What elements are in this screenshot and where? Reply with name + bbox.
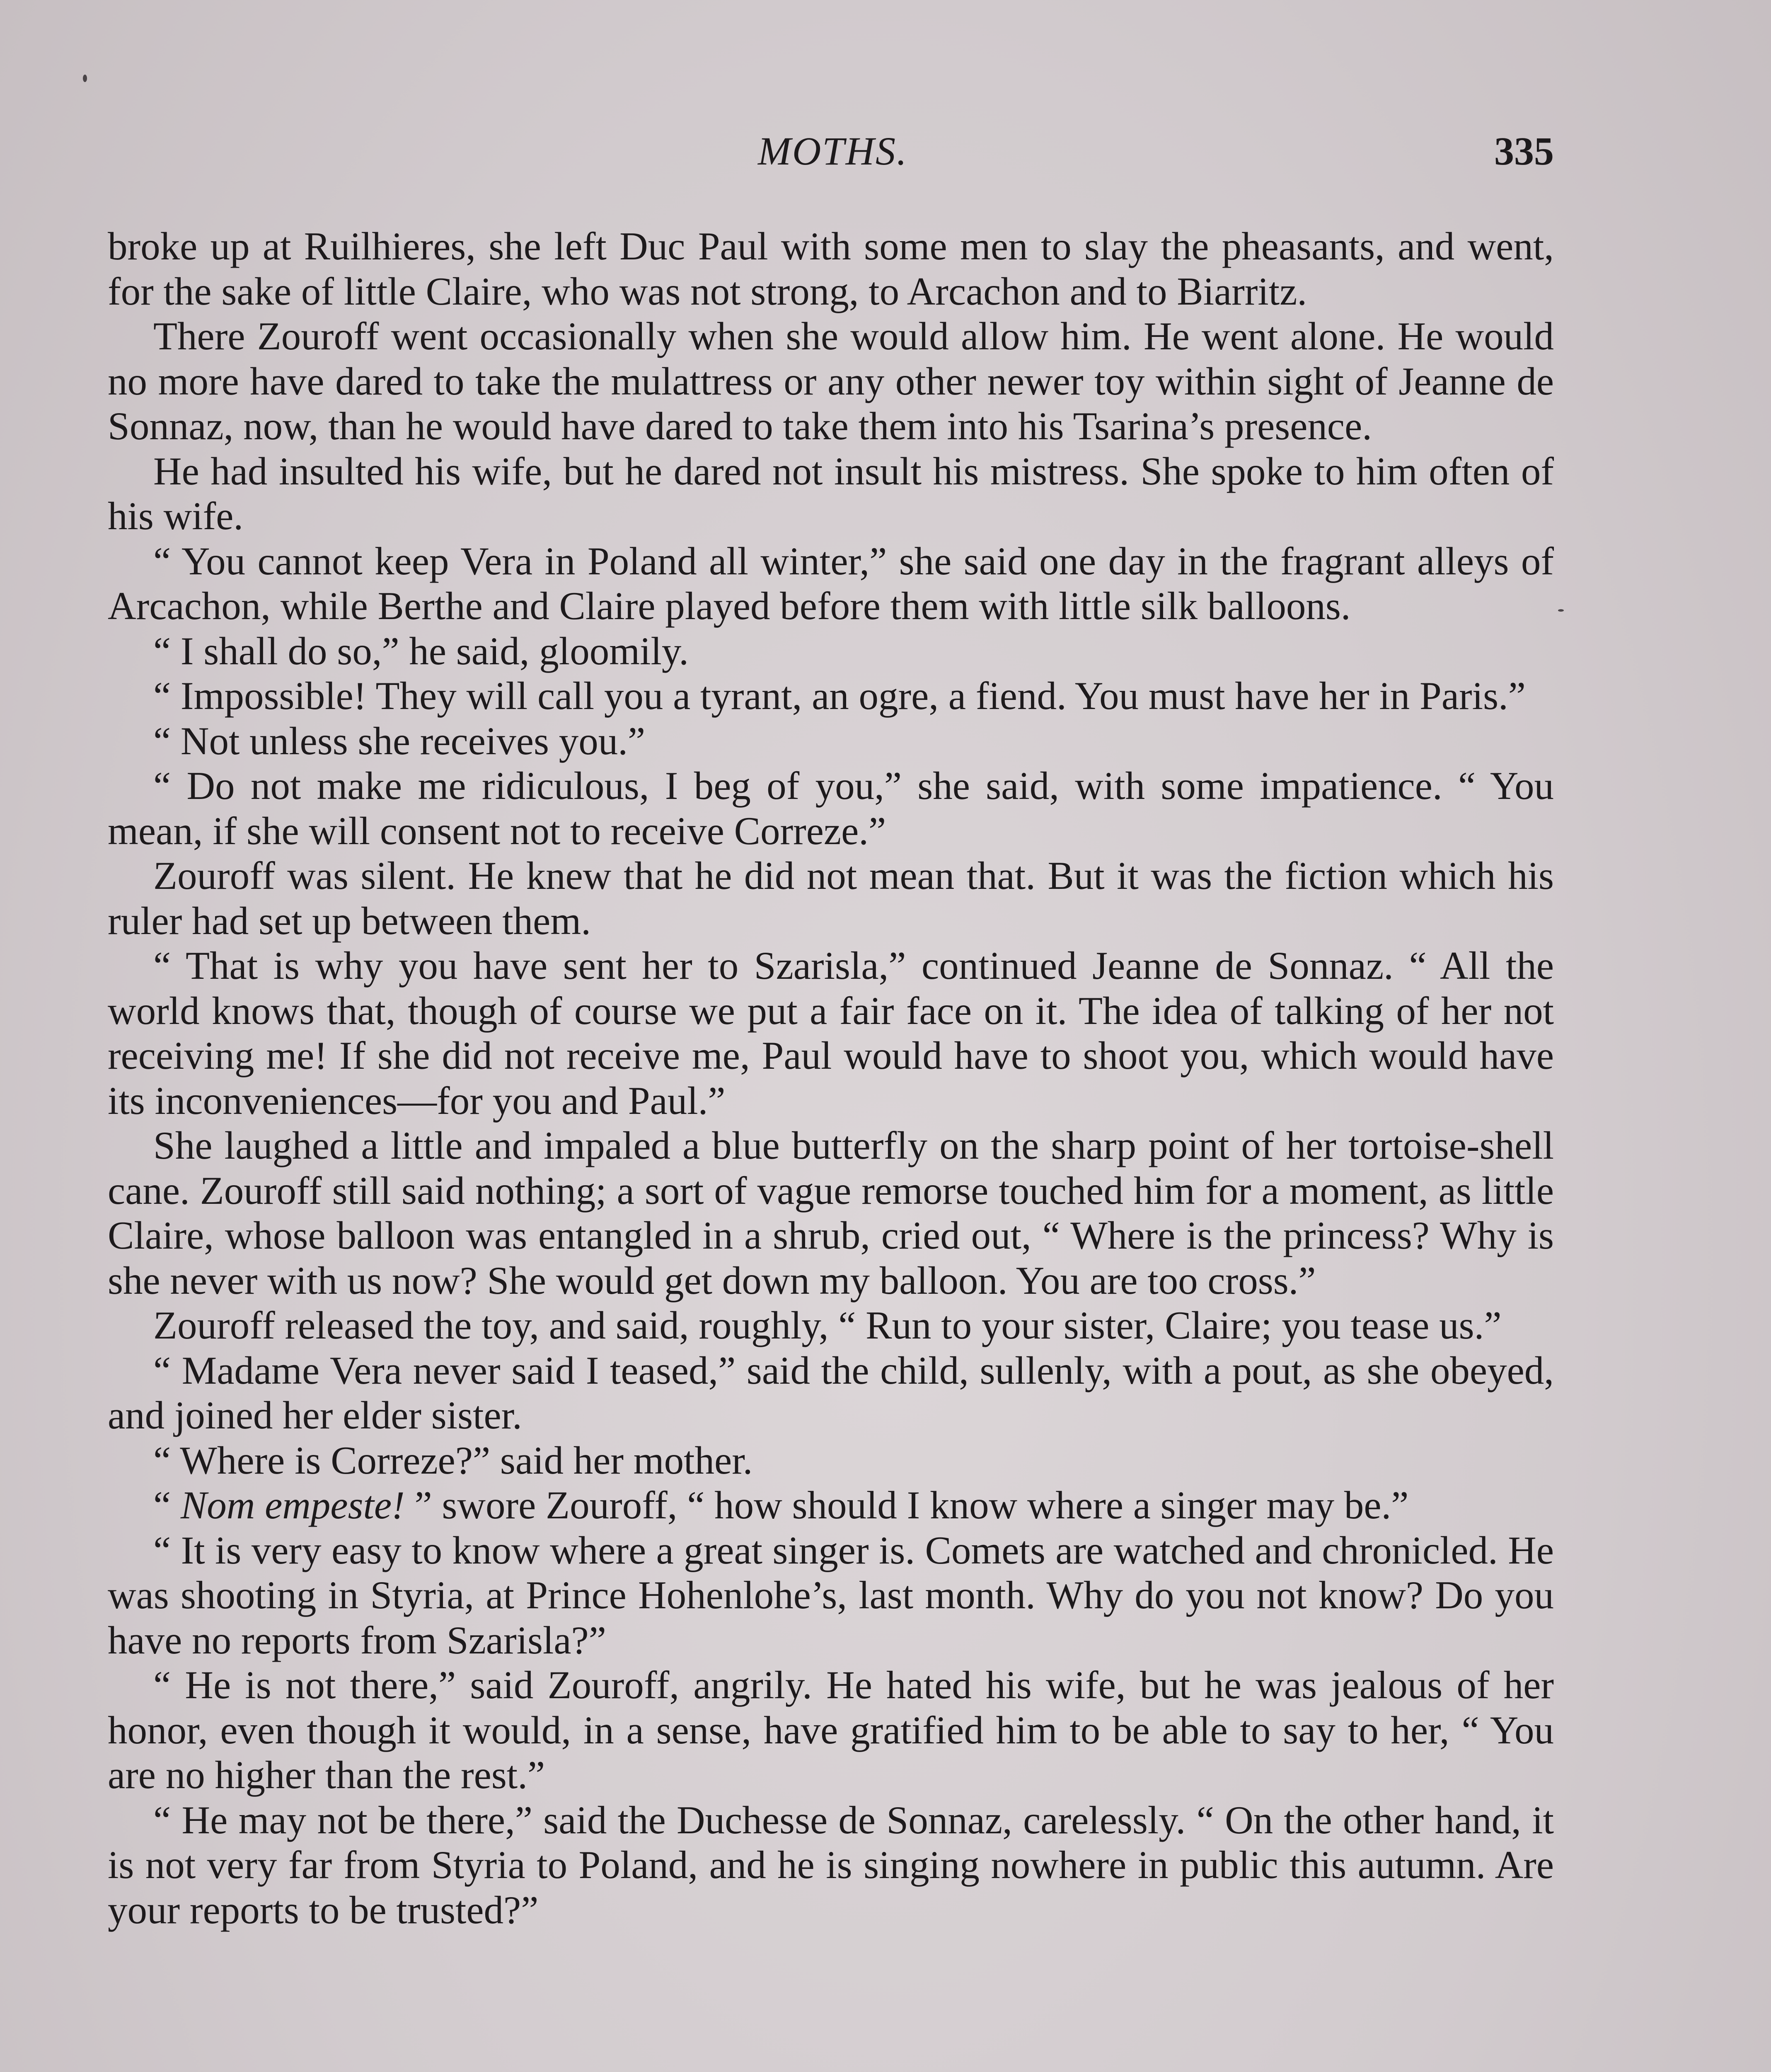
paragraph: “ Madame Vera never said I teased,” said the child, sullenly, with a pout, as she obeyed, and joined her elder sister.: [108, 1348, 1554, 1437]
paragraph: She laughed a little and impaled a blue butterfly on the sharp point of her tortoise-shell cane. Zouroff still said nothing; a sort of vague remorse touched him for a moment, as little Claire, whose balloon was entangled in a shrub, cried out, “ Where is the princess? Why is she never with us now? She would get down my balloon. You are too cross.”: [108, 1123, 1554, 1302]
paragraph: “ Not unless she receives you.”: [153, 719, 646, 763]
paragraph: “ Where is Correze?” said her mother.: [153, 1438, 753, 1482]
running-title: MOTHS.: [757, 129, 908, 173]
paragraph: “ That is why you have sent her to Szarisla,” continued Jeanne de Sonnaz. “ All the world knows that, though of course we put a fair face on it. The idea of talking of her not receiving me! If she did not receive me, Paul would have to shoot you, which would have its inconveniences—for you and Paul.”: [108, 944, 1554, 1123]
paragraph: Zouroff was silent. He knew that he did not mean that. But it was the fiction which his ruler had set up between them.: [108, 854, 1554, 943]
paragraph: “ Impossible! They will call you a tyrant, an ogre, a fiend. You must have her in Paris.”: [153, 674, 1526, 718]
paragraph: “ It is very easy to know where a great singer is. Comets are watched and chronicled. He was shooting in Styria, at Prince Hohenlohe’s, last month. Why do you not know? Do you have no reports from Szarisla?”: [108, 1528, 1554, 1662]
paragraph: “ You cannot keep Vera in Poland all winter,” she said one day in the fragrant alleys of Arcachon, while Berthe and Claire played before them with little silk balloons.: [108, 539, 1554, 628]
paragraph: There Zouroff went occasionally when she would allow him. He went alone. He would no more have dared to take the mulattress or any other newer toy within sight of Jeanne de Sonnaz, now, than he would have dared to take them into his Tsarina’s presence.: [108, 314, 1554, 448]
paper-speck: [1558, 609, 1564, 612]
body-text: [108, 224, 1554, 1932]
paragraph: broke up at Ruilhieres, she left Duc Paul with some men to slay the pheasants, and went, for the sake of little Claire, who was not strong, to Arcachon and to Biarritz.: [108, 224, 1554, 313]
paragraph: “ Nom empeste! ” swore Zouroff, “ how should I know where a singer may be.”: [153, 1483, 1409, 1527]
paragraph: “ I shall do so,” he said, gloomily.: [153, 629, 689, 673]
paper-speck: [83, 75, 87, 82]
page-number: 335: [1494, 129, 1554, 173]
italic-phrase: Nom empeste!: [180, 1483, 415, 1527]
paragraph: “ He is not there,” said Zouroff, angrily. He hated his wife, but he was jealous of her honor, even though it would, in a sense, have gratified him to be able to say to her, “ You are no higher than the rest.”: [108, 1663, 1554, 1797]
paragraph: Zouroff released the toy, and said, roughly, “ Run to your sister, Claire; you tease us.”: [153, 1303, 1502, 1347]
paragraph: He had insulted his wife, but he dared not insult his mistress. She spoke to him often of his wife.: [108, 449, 1554, 538]
paragraph: “ He may not be there,” said the Duchesse de Sonnaz, carelessly. “ On the other hand, it is not very far from Styria to Poland, and he is singing nowhere in public this autumn. Are your reports to be trusted?”: [108, 1798, 1554, 1932]
paragraph: “ Do not make me ridiculous, I beg of you,” she said, with some impatience. “ You mean, if she will consent not to receive Correze.”: [108, 764, 1554, 853]
page-header: [112, 124, 1554, 178]
